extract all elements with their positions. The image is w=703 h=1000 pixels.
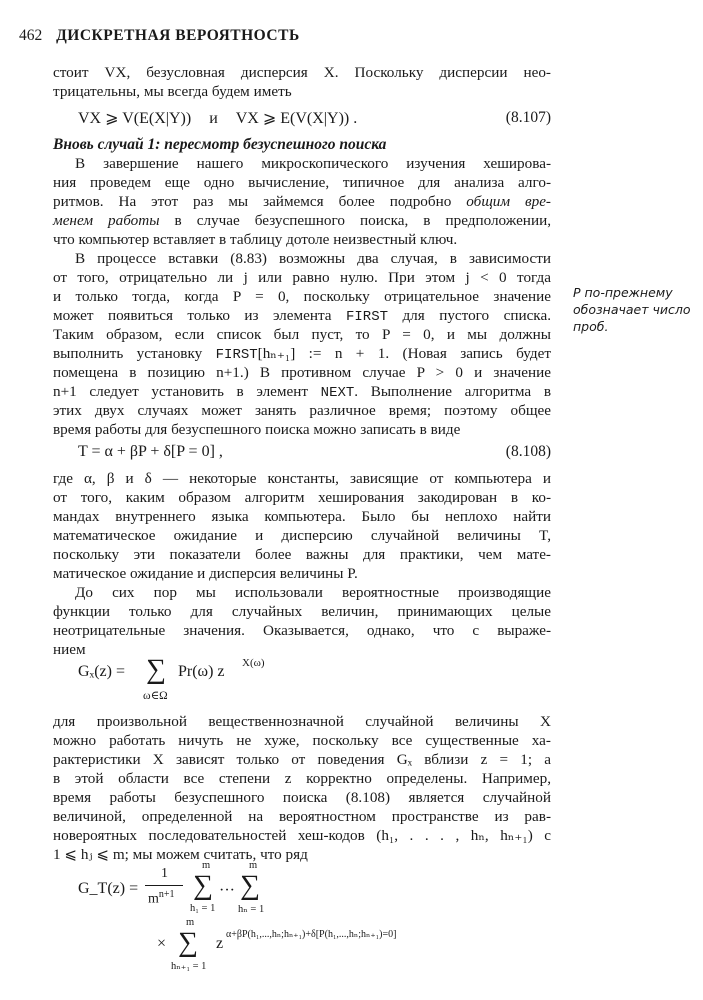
text-line: время работы для безуспешного поиска можно записать в виде bbox=[53, 421, 461, 438]
eq-gx-exponent: X(ω) bbox=[242, 657, 265, 669]
text-line bbox=[53, 382, 551, 401]
running-header bbox=[19, 27, 300, 45]
text-line: от того, отрицательно ли j или равно нулю. При этом j < 0 тогда bbox=[53, 269, 551, 286]
text-line: где α, β и δ — некоторые константы, зависящие от компьютера и bbox=[53, 470, 551, 487]
text-line: от того, каким образом алгоритм хеширования закодирован в ко- bbox=[53, 489, 551, 506]
text-span: для пустого списка. bbox=[388, 307, 551, 324]
text-line: в этой области все степени z корректно определены. Например, bbox=[53, 770, 551, 787]
text-line: ния проведем еще одно вычисление, типичное для анализа алго- bbox=[53, 174, 551, 191]
text-span: в случае безуспешного поиска, в предположении, bbox=[159, 212, 551, 229]
text-line: поскольку эти показатели более важны для практики, чем мате- bbox=[53, 546, 551, 563]
sum-symbol: ∑ bbox=[178, 927, 198, 958]
text-line: 1 ⩽ hⱼ ⩽ m; мы можем считать, что ряд bbox=[53, 846, 308, 863]
text-line: Таким образом, если список был пуст, то P = 0, и мы должны bbox=[53, 326, 551, 343]
chapter-title: ДИСКРЕТНАЯ ВЕРОЯТНОСТЬ bbox=[56, 27, 300, 44]
sum-upper: m bbox=[202, 860, 211, 871]
text-line: трицательны, мы всегда будем иметь bbox=[53, 83, 292, 100]
text-line: новероятных последовательностей хеш-кодов (h₁, . . . , hₙ, hₙ₊₁) с bbox=[53, 827, 551, 844]
eq-gt-z: z bbox=[216, 935, 224, 952]
sum-subscript: h₁ = 1 bbox=[190, 903, 216, 914]
text-span: n+1 следует установить в элемент bbox=[53, 383, 321, 400]
equation-number: (8.108) bbox=[505, 443, 551, 460]
eq-gt-exponent: α+βP(h₁,...,hₙ;hₙ₊₁)+δ[P(h₁,...,hₙ;hₙ₊₁)=0] bbox=[226, 929, 397, 940]
text-line: помещена в позицию n+1.) В противном случае P > 0 и значение bbox=[53, 364, 551, 381]
sum-subscript: hₙ = 1 bbox=[238, 904, 265, 915]
page-number: 462 bbox=[19, 27, 43, 44]
text-span: [hₙ₊₁] := n + 1. (Новая запись будет bbox=[257, 345, 551, 362]
sum-symbol: ∑ bbox=[240, 870, 260, 901]
text-line: нием bbox=[53, 641, 86, 658]
text-line: неотрицательные значения. Оказывается, однако, что с выраже- bbox=[53, 622, 551, 639]
equation-number: (8.107) bbox=[505, 109, 551, 126]
text-line: и только тогда, когда P = 0, поскольку отрицательное значение bbox=[53, 288, 551, 305]
eq-gx-body: Pr(ω) z bbox=[178, 663, 225, 680]
text-line bbox=[53, 192, 551, 211]
text-line: стоит VX, безусловная дисперсия X. Поскольку дисперсии нео- bbox=[53, 64, 551, 81]
ellipsis: ··· bbox=[219, 882, 235, 899]
section-title: Вновь случай 1: пересмотр безуспешного поиска bbox=[53, 136, 387, 153]
eq-8107-right: VX ⩾ E(V(X|Y)) . bbox=[235, 110, 358, 127]
text-line: математическое ожидание и дисперсию случайной величины T, bbox=[53, 527, 551, 544]
text-line bbox=[53, 344, 551, 363]
equation-8107 bbox=[78, 108, 357, 128]
margin-note: P по-прежнему обозначает число проб. bbox=[573, 285, 691, 334]
equation-8108: T = α + βP + δ[P = 0] , bbox=[78, 443, 223, 460]
sum-symbol: ∑ bbox=[146, 654, 166, 685]
text-line: время работы безуспешного поиска (8.108) является случайной bbox=[53, 789, 551, 806]
text-line: В процессе вставки (8.83) возможны два случая, в зависимости bbox=[75, 250, 551, 267]
text-span: ритмов. На этот раз мы займемся более подробно bbox=[53, 193, 467, 210]
eq-gx-lhs: Gₓ(z) = bbox=[78, 663, 125, 680]
code-first: FIRST bbox=[215, 347, 258, 363]
text-span: . Выполнение алгоритма в bbox=[354, 383, 551, 400]
text-line: для произвольной вещественнозначной случайной величины X bbox=[53, 713, 551, 730]
emphasis-text: менем работы bbox=[53, 212, 160, 229]
text-line: матическое ожидание и дисперсия величины P. bbox=[53, 565, 358, 582]
text-span: выполнить установку bbox=[53, 345, 216, 362]
text-line bbox=[53, 211, 551, 230]
fraction-bar bbox=[145, 885, 183, 886]
text-line: функции только для случайных величин, принимающих целые bbox=[53, 603, 551, 620]
text-line: величиной, определенной на вероятностном пространстве из рав- bbox=[53, 808, 551, 825]
code-first: FIRST bbox=[346, 309, 389, 325]
text-line bbox=[53, 306, 551, 325]
eq-gt-lhs: G_T(z) = bbox=[78, 880, 139, 897]
text-line: В завершение нашего микроскопического изучения хеширова- bbox=[75, 155, 551, 172]
times-symbol: × bbox=[157, 935, 167, 952]
text-line: можно работать ничуть не хуже, поскольку все существенные ха- bbox=[53, 732, 551, 749]
text-span: может появиться только из элемента bbox=[53, 307, 346, 324]
sum-symbol: ∑ bbox=[193, 870, 213, 901]
den-exp: n+1 bbox=[158, 889, 175, 900]
text-line: что компьютер вставляет в таблицу дотоле неизвестный ключ. bbox=[53, 231, 458, 248]
sum-subscript: hₙ₊₁ = 1 bbox=[171, 961, 207, 972]
emphasis-text: общим вре- bbox=[466, 193, 551, 210]
text-line: рактеристики X зависят только от поведения Gₓ вблизи z = 1; а bbox=[53, 751, 551, 768]
den-base: m bbox=[148, 891, 159, 907]
eq-8107-left: VX ⩾ V(E(X|Y)) bbox=[78, 110, 192, 127]
code-next: NEXT bbox=[320, 385, 355, 401]
text-line: До сих пор мы использовали вероятностные производящие bbox=[75, 584, 551, 601]
frac-numerator: 1 bbox=[161, 866, 168, 881]
sum-upper: m bbox=[186, 917, 195, 928]
eq-8107-conj: и bbox=[209, 110, 218, 127]
sum-subscript: ω∈Ω bbox=[143, 690, 168, 702]
frac-denominator bbox=[148, 889, 175, 908]
sum-upper: m bbox=[249, 860, 258, 871]
text-line: мандах внутреннего языка компьютера. Было бы неплохо найти bbox=[53, 508, 551, 525]
text-line: этих двух случаях может занять различное время; поэтому общее bbox=[53, 402, 551, 419]
